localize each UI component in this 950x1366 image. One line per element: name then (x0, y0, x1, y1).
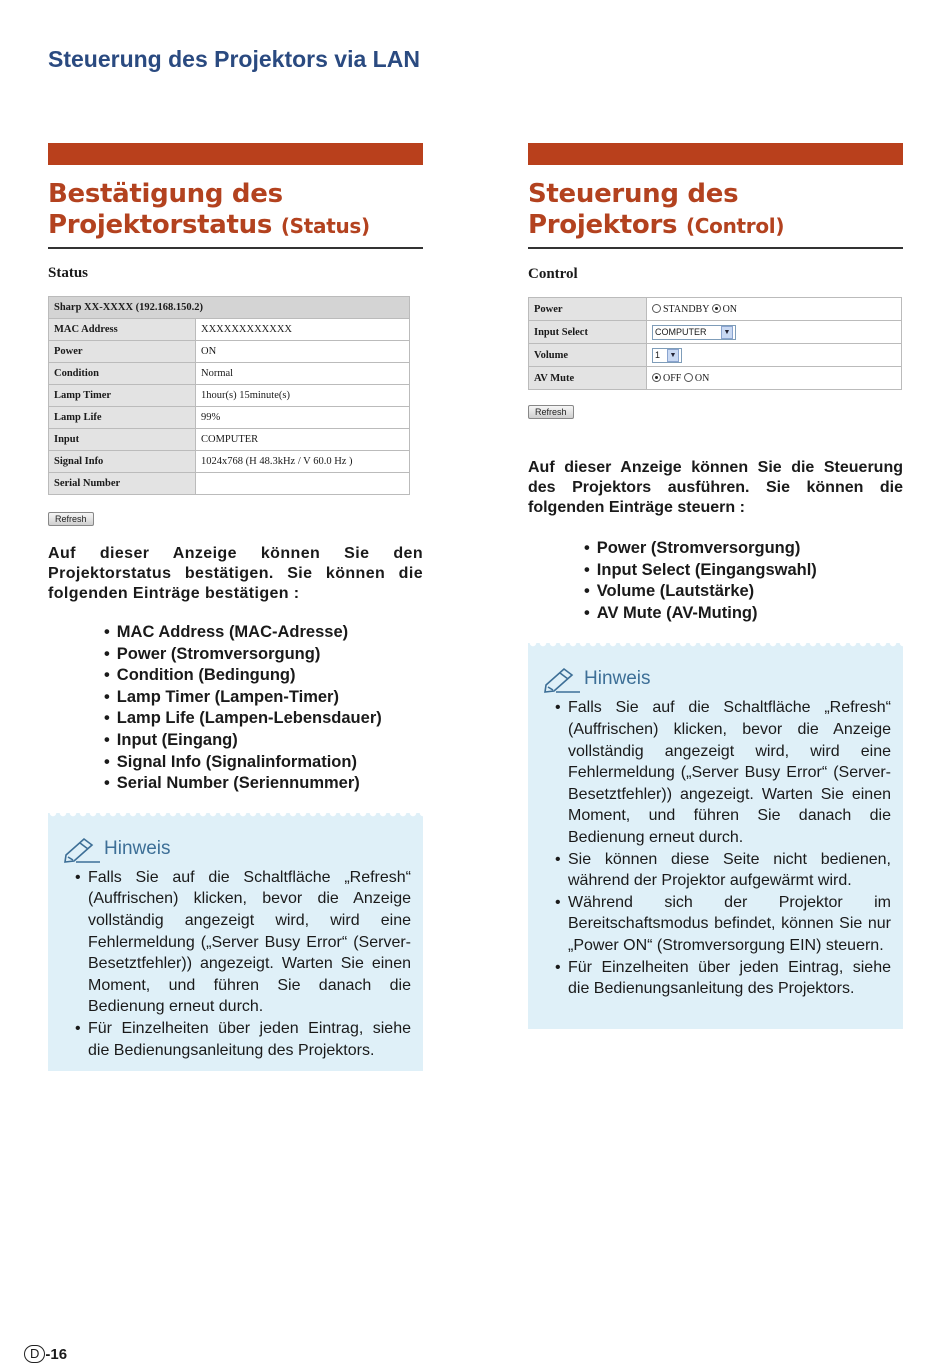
control-ui-title: Control (528, 266, 578, 282)
list-item: • Power (Stromversorgung) (104, 644, 423, 666)
row-value: 99% (196, 407, 410, 429)
input-select[interactable] (652, 325, 736, 340)
status-table-header: Sharp XX-XXXX (192.168.150.2) (49, 297, 410, 319)
row-key: AV Mute (529, 367, 647, 390)
row-value: ON (196, 341, 410, 363)
table-row (49, 341, 410, 363)
row-key: Lamp Life (49, 407, 196, 429)
power-standby-label: STANDBY (663, 303, 710, 315)
table-row (49, 407, 410, 429)
language-badge: D (24, 1345, 45, 1363)
list-item: • Signal Info (Signalinformation) (104, 752, 423, 774)
list-item: • AV Mute (AV-Muting) (584, 603, 903, 625)
table-row (49, 363, 410, 385)
list-item: • Volume (Lautstärke) (584, 581, 903, 603)
table-row (49, 451, 410, 473)
section-title-line1: Steuerung des (528, 179, 739, 209)
table-row (49, 385, 410, 407)
list-item: • Serial Number (Seriennummer) (104, 773, 423, 795)
note-item: • Sie können diese Seite nicht bedienen, während der Projektor aufgewärmt wird. (556, 849, 891, 892)
section-title (528, 179, 903, 249)
section-title-line2: Projektors (528, 210, 678, 240)
page-title: Steuerung des Projektors via LAN (48, 46, 420, 72)
list-item: • Power (Stromversorgung) (584, 538, 903, 560)
chevron-down-icon: ▼ (667, 349, 679, 362)
status-ui-title: Status (48, 265, 89, 281)
row-key: Condition (49, 363, 196, 385)
note-item: • Für Einzelheiten über jeden Eintrag, siehe die Bedienungsanleitung des Projektors. (556, 957, 891, 1000)
note-list (556, 697, 891, 999)
row-value: COMPUTER (196, 429, 410, 451)
row-key: Input (49, 429, 196, 451)
note-header (62, 835, 411, 863)
avmute-on-label: ON (694, 372, 710, 384)
list-item: • Lamp Life (Lampen-Lebensdauer) (104, 708, 423, 730)
avmute-on-radio[interactable] (684, 373, 693, 382)
intro-text: Auf dieser Anzeige können Sie die Steuerung des Projektors ausführen. Sie können die folgenden Einträge steuern : (528, 459, 903, 516)
status-section (48, 143, 423, 1071)
avmute-options (647, 367, 902, 390)
refresh-button[interactable]: Refresh (528, 405, 574, 419)
section-bar (528, 143, 903, 165)
row-value: 1024x768 (H 48.3kHz / V 60.0 Hz ) (196, 451, 410, 473)
note-item: • Falls Sie auf die Schaltfläche „Refresh“ (Auffrischen) klicken, bevor die Anzeige vollständig angezeigt wird, wird eine Fehlermeldung („Server Busy Error“ (Server-Besetztfehler)) angezeigt. Warten Sie einen Moment, und führen Sie danach die Bedienung erneut durch. (556, 697, 891, 848)
volume-select[interactable] (652, 348, 682, 363)
note-item: • Für Einzelheiten über jeden Eintrag, siehe die Bedienungsanleitung des Projektors. (76, 1018, 411, 1061)
row-value: 1hour(s) 15minute(s) (196, 385, 410, 407)
control-table (528, 297, 902, 390)
section-subtitle: (Control) (685, 214, 785, 238)
refresh-button[interactable]: Refresh (48, 512, 94, 526)
control-section (528, 143, 903, 1029)
row-key: Signal Info (49, 451, 196, 473)
note-list (76, 867, 411, 1061)
list-item: • MAC Address (MAC-Adresse) (104, 622, 423, 644)
volume-select-value: 1 (655, 349, 661, 360)
avmute-off-radio[interactable] (652, 373, 661, 382)
list-item: • Input Select (Eingangswahl) (584, 560, 903, 582)
row-value: Normal (196, 363, 410, 385)
row-value: XXXXXXXXXXXX (196, 319, 410, 341)
intro-text: Auf dieser Anzeige können Sie den Projektorstatus bestätigen. Sie können die folgenden Einträge bestätigen : (48, 545, 423, 602)
row-key: Power (49, 341, 196, 363)
pencil-icon (62, 835, 102, 863)
row-key: MAC Address (49, 319, 196, 341)
row-key: Volume (529, 344, 647, 367)
section-bar (48, 143, 423, 165)
row-key: Lamp Timer (49, 385, 196, 407)
power-on-radio[interactable] (712, 304, 721, 313)
pencil-icon (542, 665, 582, 693)
row-key: Power (529, 298, 647, 321)
power-standby-radio[interactable] (652, 304, 661, 313)
note-box (48, 813, 423, 1071)
note-item: • Während sich der Projektor im Bereitschaftsmodus befindet, können Sie nur „Power ON“ (Stromversorgung EIN) steuern. (556, 892, 891, 957)
input-cell (647, 321, 902, 344)
note-box (528, 643, 903, 1029)
list-item: • Lamp Timer (Lampen-Timer) (104, 687, 423, 709)
table-row (49, 319, 410, 341)
list-item: • Input (Eingang) (104, 730, 423, 752)
section-title-line2: Projektorstatus (48, 210, 273, 240)
table-row (529, 344, 902, 367)
section-subtitle: (Status) (280, 214, 370, 238)
list-item: • Condition (Bedingung) (104, 665, 423, 687)
table-row (529, 298, 902, 321)
row-value (196, 473, 410, 495)
page-number (24, 1345, 67, 1363)
row-key: Serial Number (49, 473, 196, 495)
status-table (48, 296, 410, 495)
chevron-down-icon: ▼ (721, 326, 733, 339)
table-row (529, 321, 902, 344)
feature-list (584, 538, 903, 624)
note-item: • Falls Sie auf die Schaltfläche „Refresh“ (Auffrischen) klicken, bevor die Anzeige vollständig angezeigt wird, wird eine Fehlermeldung („Server Busy Error“ (Server-Besetztfehler)) angezeigt. Warten Sie einen Moment, und führen Sie danach die Bedienung erneut durch. (76, 867, 411, 1018)
power-options (647, 298, 902, 321)
section-title-line1: Bestätigung des (48, 179, 283, 209)
note-label: Hinweis (584, 668, 651, 690)
note-header (542, 665, 891, 693)
table-row (529, 367, 902, 390)
input-select-value: COMPUTER (655, 326, 707, 337)
table-row (49, 473, 410, 495)
row-key: Input Select (529, 321, 647, 344)
avmute-off-label: OFF (663, 372, 682, 384)
volume-cell (647, 344, 902, 367)
table-row (49, 429, 410, 451)
page-number-text: -16 (45, 1345, 68, 1363)
feature-list (104, 622, 423, 795)
power-on-label: ON (722, 303, 738, 315)
note-label: Hinweis (104, 837, 171, 859)
section-title (48, 179, 423, 249)
